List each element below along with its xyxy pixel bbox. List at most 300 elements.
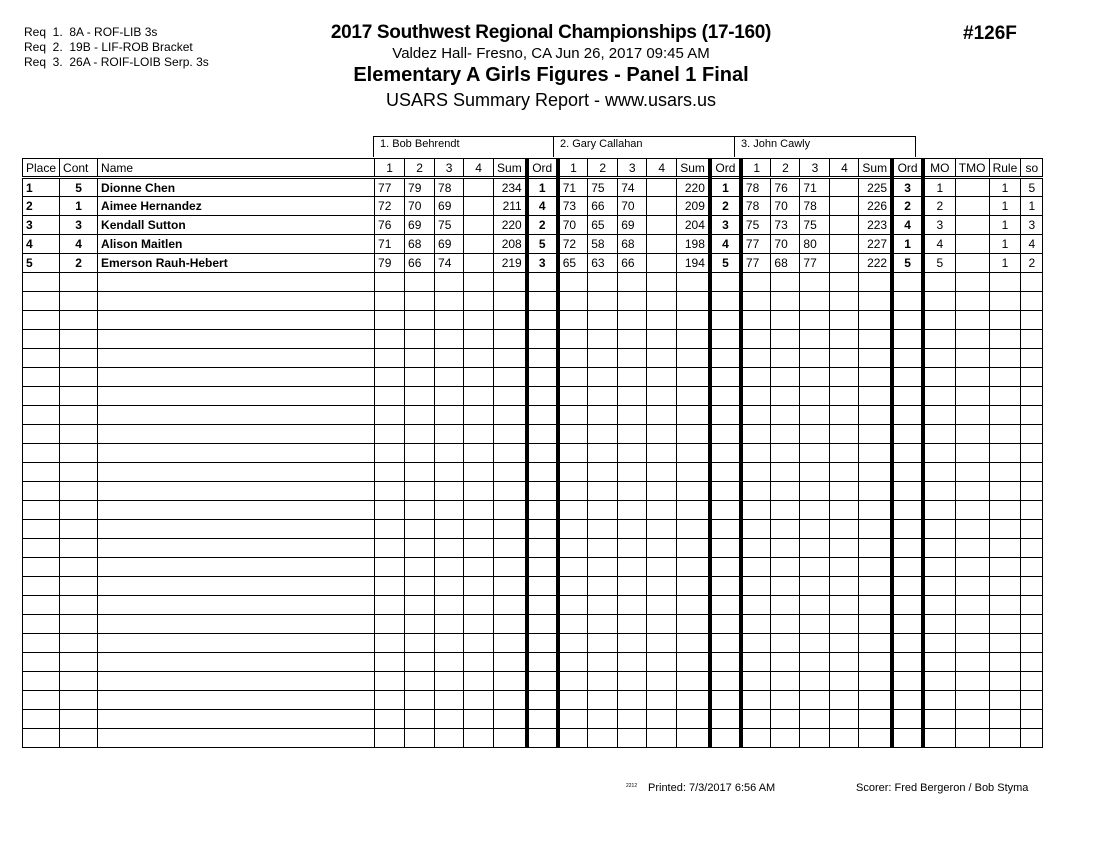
empty-cell bbox=[98, 710, 375, 729]
empty-cell bbox=[741, 482, 771, 501]
empty-cell bbox=[647, 406, 677, 425]
empty-cell bbox=[989, 672, 1021, 691]
empty-cell bbox=[677, 387, 710, 406]
empty-cell bbox=[98, 444, 375, 463]
empty-row bbox=[23, 501, 1043, 520]
empty-cell bbox=[405, 520, 435, 539]
empty-cell bbox=[588, 349, 618, 368]
empty-cell bbox=[60, 653, 98, 672]
empty-cell bbox=[558, 387, 588, 406]
empty-cell bbox=[464, 330, 494, 349]
j3-sum: 225 bbox=[859, 178, 892, 197]
empty-cell bbox=[494, 311, 527, 330]
empty-cell bbox=[464, 368, 494, 387]
empty-cell bbox=[800, 558, 830, 577]
table-row bbox=[23, 235, 1043, 254]
requirement-1: Req 1. 8A - ROF-LIB 3s bbox=[24, 25, 158, 39]
empty-row bbox=[23, 672, 1043, 691]
empty-cell bbox=[830, 311, 859, 330]
empty-cell bbox=[494, 387, 527, 406]
empty-cell bbox=[800, 463, 830, 482]
empty-cell bbox=[588, 425, 618, 444]
empty-cell bbox=[647, 577, 677, 596]
empty-cell bbox=[859, 330, 892, 349]
empty-cell bbox=[741, 349, 771, 368]
empty-row bbox=[23, 710, 1043, 729]
empty-cell bbox=[955, 596, 989, 615]
j1-s2: 66 bbox=[405, 254, 435, 273]
empty-cell bbox=[98, 387, 375, 406]
empty-cell bbox=[98, 406, 375, 425]
empty-cell bbox=[771, 425, 800, 444]
empty-cell bbox=[435, 311, 464, 330]
j2-s4 bbox=[647, 235, 677, 254]
empty-cell bbox=[558, 330, 588, 349]
empty-cell bbox=[527, 463, 558, 482]
j2-s2: 63 bbox=[588, 254, 618, 273]
j2-s4 bbox=[647, 254, 677, 273]
empty-cell bbox=[588, 558, 618, 577]
empty-cell bbox=[710, 425, 741, 444]
j3-s4 bbox=[830, 197, 859, 216]
empty-cell bbox=[464, 672, 494, 691]
j1-s4 bbox=[464, 254, 494, 273]
empty-cell bbox=[494, 463, 527, 482]
empty-cell bbox=[800, 425, 830, 444]
empty-cell bbox=[558, 292, 588, 311]
empty-cell bbox=[375, 482, 405, 501]
empty-cell bbox=[647, 482, 677, 501]
empty-cell bbox=[23, 425, 60, 444]
empty-cell bbox=[98, 368, 375, 387]
j3-s4 bbox=[830, 254, 859, 273]
empty-cell bbox=[23, 387, 60, 406]
empty-cell bbox=[677, 463, 710, 482]
empty-cell bbox=[989, 729, 1021, 748]
j2-ord: 4 bbox=[710, 235, 741, 254]
col-rule: Rule bbox=[989, 159, 1021, 178]
empty-cell bbox=[464, 463, 494, 482]
empty-cell bbox=[859, 444, 892, 463]
empty-cell bbox=[741, 330, 771, 349]
empty-cell bbox=[435, 482, 464, 501]
so: 1 bbox=[1021, 197, 1043, 216]
empty-cell bbox=[892, 558, 923, 577]
empty-cell bbox=[741, 387, 771, 406]
empty-cell bbox=[494, 558, 527, 577]
empty-cell bbox=[60, 482, 98, 501]
judge-2-header: 2. Gary Callahan bbox=[553, 136, 735, 157]
empty-cell bbox=[830, 349, 859, 368]
empty-cell bbox=[647, 596, 677, 615]
empty-cell bbox=[405, 539, 435, 558]
empty-cell bbox=[830, 425, 859, 444]
empty-cell bbox=[405, 425, 435, 444]
j3-s1: 77 bbox=[741, 254, 771, 273]
empty-cell bbox=[677, 330, 710, 349]
empty-cell bbox=[23, 634, 60, 653]
empty-cell bbox=[741, 577, 771, 596]
j2-sum: 194 bbox=[677, 254, 710, 273]
header-row bbox=[23, 159, 1043, 178]
empty-cell bbox=[989, 349, 1021, 368]
empty-cell bbox=[859, 577, 892, 596]
empty-cell bbox=[464, 615, 494, 634]
empty-cell bbox=[892, 691, 923, 710]
empty-cell bbox=[989, 501, 1021, 520]
j1-s1: 77 bbox=[375, 178, 405, 197]
empty-cell bbox=[558, 596, 588, 615]
empty-cell bbox=[923, 444, 955, 463]
empty-cell bbox=[405, 615, 435, 634]
empty-cell bbox=[892, 615, 923, 634]
empty-cell bbox=[771, 634, 800, 653]
empty-cell bbox=[710, 596, 741, 615]
empty-cell bbox=[710, 520, 741, 539]
empty-cell bbox=[923, 596, 955, 615]
empty-cell bbox=[647, 349, 677, 368]
empty-cell bbox=[710, 444, 741, 463]
empty-row bbox=[23, 539, 1043, 558]
empty-cell bbox=[588, 520, 618, 539]
empty-cell bbox=[435, 729, 464, 748]
empty-cell bbox=[588, 710, 618, 729]
empty-cell bbox=[859, 520, 892, 539]
empty-cell bbox=[989, 273, 1021, 292]
empty-cell bbox=[741, 444, 771, 463]
empty-cell bbox=[23, 292, 60, 311]
empty-cell bbox=[923, 577, 955, 596]
empty-cell bbox=[98, 596, 375, 615]
empty-cell bbox=[527, 387, 558, 406]
empty-cell bbox=[98, 292, 375, 311]
empty-cell bbox=[60, 406, 98, 425]
empty-cell bbox=[588, 311, 618, 330]
empty-cell bbox=[771, 653, 800, 672]
empty-cell bbox=[435, 520, 464, 539]
empty-cell bbox=[375, 634, 405, 653]
event-number: #126F bbox=[963, 23, 1017, 44]
j3-s3: 75 bbox=[800, 216, 830, 235]
empty-cell bbox=[955, 634, 989, 653]
j2-s3: 69 bbox=[618, 216, 647, 235]
empty-cell bbox=[23, 729, 60, 748]
empty-cell bbox=[527, 615, 558, 634]
empty-cell bbox=[60, 634, 98, 653]
empty-cell bbox=[60, 311, 98, 330]
j2-ord: 5 bbox=[710, 254, 741, 273]
col-j2-s3: 3 bbox=[618, 159, 647, 178]
empty-cell bbox=[859, 653, 892, 672]
empty-cell bbox=[741, 292, 771, 311]
empty-cell bbox=[494, 349, 527, 368]
empty-cell bbox=[892, 444, 923, 463]
empty-cell bbox=[375, 368, 405, 387]
empty-cell bbox=[98, 634, 375, 653]
empty-cell bbox=[435, 539, 464, 558]
col-j1-s1: 1 bbox=[375, 159, 405, 178]
empty-cell bbox=[464, 710, 494, 729]
empty-cell bbox=[989, 615, 1021, 634]
empty-cell bbox=[435, 596, 464, 615]
empty-cell bbox=[741, 406, 771, 425]
empty-cell bbox=[23, 349, 60, 368]
empty-cell bbox=[618, 444, 647, 463]
j3-ord: 1 bbox=[892, 235, 923, 254]
empty-cell bbox=[375, 311, 405, 330]
empty-cell bbox=[618, 729, 647, 748]
empty-cell bbox=[618, 311, 647, 330]
empty-cell bbox=[494, 596, 527, 615]
empty-cell bbox=[435, 368, 464, 387]
empty-cell bbox=[989, 634, 1021, 653]
empty-cell bbox=[859, 463, 892, 482]
empty-cell bbox=[741, 368, 771, 387]
empty-cell bbox=[892, 311, 923, 330]
empty-cell bbox=[859, 615, 892, 634]
empty-cell bbox=[494, 729, 527, 748]
empty-cell bbox=[955, 368, 989, 387]
empty-cell bbox=[60, 558, 98, 577]
empty-cell bbox=[771, 520, 800, 539]
empty-cell bbox=[464, 729, 494, 748]
j1-s4 bbox=[464, 235, 494, 254]
empty-cell bbox=[989, 653, 1021, 672]
empty-cell bbox=[618, 273, 647, 292]
empty-cell bbox=[1021, 615, 1043, 634]
empty-cell bbox=[527, 596, 558, 615]
empty-cell bbox=[741, 710, 771, 729]
empty-cell bbox=[710, 463, 741, 482]
empty-cell bbox=[859, 311, 892, 330]
j1-ord: 4 bbox=[527, 197, 558, 216]
empty-cell bbox=[923, 729, 955, 748]
empty-cell bbox=[60, 539, 98, 558]
empty-cell bbox=[527, 520, 558, 539]
j1-ord: 2 bbox=[527, 216, 558, 235]
empty-cell bbox=[405, 482, 435, 501]
j1-s1: 76 bbox=[375, 216, 405, 235]
empty-cell bbox=[1021, 330, 1043, 349]
empty-cell bbox=[800, 577, 830, 596]
empty-cell bbox=[710, 558, 741, 577]
empty-cell bbox=[955, 520, 989, 539]
empty-cell bbox=[741, 615, 771, 634]
empty-cell bbox=[1021, 349, 1043, 368]
empty-cell bbox=[98, 349, 375, 368]
empty-cell bbox=[771, 482, 800, 501]
empty-row bbox=[23, 482, 1043, 501]
table-row bbox=[23, 216, 1043, 235]
empty-cell bbox=[710, 406, 741, 425]
empty-cell bbox=[647, 444, 677, 463]
j1-s2: 69 bbox=[405, 216, 435, 235]
empty-cell bbox=[771, 558, 800, 577]
empty-cell bbox=[464, 653, 494, 672]
empty-cell bbox=[989, 463, 1021, 482]
empty-cell bbox=[464, 349, 494, 368]
empty-cell bbox=[710, 710, 741, 729]
mo: 1 bbox=[923, 178, 955, 197]
empty-cell bbox=[892, 406, 923, 425]
empty-cell bbox=[771, 691, 800, 710]
empty-cell bbox=[741, 501, 771, 520]
j2-s1: 73 bbox=[558, 197, 588, 216]
empty-cell bbox=[618, 634, 647, 653]
empty-cell bbox=[494, 292, 527, 311]
empty-cell bbox=[923, 634, 955, 653]
empty-cell bbox=[1021, 691, 1043, 710]
empty-cell bbox=[741, 273, 771, 292]
empty-cell bbox=[405, 311, 435, 330]
empty-cell bbox=[618, 501, 647, 520]
mo: 2 bbox=[923, 197, 955, 216]
empty-cell bbox=[588, 596, 618, 615]
empty-cell bbox=[23, 558, 60, 577]
j3-sum: 226 bbox=[859, 197, 892, 216]
empty-cell bbox=[23, 311, 60, 330]
j3-s3: 71 bbox=[800, 178, 830, 197]
empty-cell bbox=[1021, 710, 1043, 729]
empty-cell bbox=[23, 691, 60, 710]
empty-cell bbox=[647, 615, 677, 634]
j2-s3: 74 bbox=[618, 178, 647, 197]
j1-s1: 71 bbox=[375, 235, 405, 254]
empty-cell bbox=[60, 691, 98, 710]
empty-cell bbox=[800, 292, 830, 311]
empty-cell bbox=[98, 691, 375, 710]
empty-cell bbox=[830, 558, 859, 577]
empty-cell bbox=[464, 387, 494, 406]
col-j3-sum: Sum bbox=[859, 159, 892, 178]
empty-cell bbox=[800, 406, 830, 425]
empty-cell bbox=[588, 672, 618, 691]
empty-cell bbox=[98, 558, 375, 577]
empty-cell bbox=[494, 425, 527, 444]
empty-cell bbox=[859, 387, 892, 406]
empty-cell bbox=[527, 691, 558, 710]
rule: 1 bbox=[989, 216, 1021, 235]
empty-cell bbox=[710, 330, 741, 349]
empty-cell bbox=[558, 672, 588, 691]
empty-cell bbox=[989, 406, 1021, 425]
j3-ord: 5 bbox=[892, 254, 923, 273]
empty-cell bbox=[527, 634, 558, 653]
empty-cell bbox=[1021, 634, 1043, 653]
empty-cell bbox=[771, 539, 800, 558]
empty-cell bbox=[618, 577, 647, 596]
empty-cell bbox=[464, 273, 494, 292]
empty-cell bbox=[464, 444, 494, 463]
empty-cell bbox=[1021, 558, 1043, 577]
empty-cell bbox=[647, 691, 677, 710]
empty-cell bbox=[527, 577, 558, 596]
empty-cell bbox=[60, 330, 98, 349]
empty-cell bbox=[464, 691, 494, 710]
empty-cell bbox=[98, 653, 375, 672]
empty-cell bbox=[588, 634, 618, 653]
empty-cell bbox=[60, 425, 98, 444]
so: 2 bbox=[1021, 254, 1043, 273]
empty-cell bbox=[647, 311, 677, 330]
j3-ord: 4 bbox=[892, 216, 923, 235]
empty-cell bbox=[923, 311, 955, 330]
empty-cell bbox=[98, 273, 375, 292]
empty-row bbox=[23, 520, 1043, 539]
empty-cell bbox=[859, 691, 892, 710]
empty-cell bbox=[710, 653, 741, 672]
empty-cell bbox=[435, 710, 464, 729]
empty-cell bbox=[771, 729, 800, 748]
empty-cell bbox=[647, 273, 677, 292]
empty-cell bbox=[23, 482, 60, 501]
empty-cell bbox=[955, 406, 989, 425]
empty-cell bbox=[375, 558, 405, 577]
j3-s1: 78 bbox=[741, 178, 771, 197]
empty-cell bbox=[375, 672, 405, 691]
empty-cell bbox=[771, 311, 800, 330]
empty-cell bbox=[710, 292, 741, 311]
empty-cell bbox=[677, 482, 710, 501]
empty-cell bbox=[435, 387, 464, 406]
col-tmo: TMO bbox=[955, 159, 989, 178]
empty-cell bbox=[989, 425, 1021, 444]
empty-cell bbox=[60, 387, 98, 406]
j1-sum: 208 bbox=[494, 235, 527, 254]
empty-cell bbox=[892, 292, 923, 311]
empty-cell bbox=[647, 463, 677, 482]
empty-cell bbox=[741, 634, 771, 653]
empty-cell bbox=[923, 387, 955, 406]
empty-cell bbox=[558, 634, 588, 653]
empty-cell bbox=[800, 501, 830, 520]
j2-sum: 220 bbox=[677, 178, 710, 197]
empty-cell bbox=[710, 539, 741, 558]
empty-cell bbox=[1021, 406, 1043, 425]
empty-cell bbox=[771, 330, 800, 349]
empty-cell bbox=[1021, 539, 1043, 558]
empty-cell bbox=[923, 482, 955, 501]
j3-sum: 222 bbox=[859, 254, 892, 273]
empty-cell bbox=[23, 501, 60, 520]
empty-cell bbox=[677, 349, 710, 368]
j2-s1: 65 bbox=[558, 254, 588, 273]
empty-cell bbox=[494, 406, 527, 425]
empty-cell bbox=[405, 368, 435, 387]
empty-row bbox=[23, 558, 1043, 577]
empty-cell bbox=[677, 425, 710, 444]
empty-cell bbox=[435, 672, 464, 691]
empty-cell bbox=[618, 368, 647, 387]
empty-cell bbox=[830, 710, 859, 729]
empty-cell bbox=[677, 558, 710, 577]
skater-name: Emerson Rauh-Hebert bbox=[98, 254, 375, 273]
empty-cell bbox=[892, 463, 923, 482]
tmo bbox=[955, 235, 989, 254]
empty-cell bbox=[98, 501, 375, 520]
j2-s2: 58 bbox=[588, 235, 618, 254]
empty-cell bbox=[23, 672, 60, 691]
empty-cell bbox=[647, 425, 677, 444]
empty-cell bbox=[527, 539, 558, 558]
empty-cell bbox=[647, 368, 677, 387]
empty-cell bbox=[677, 539, 710, 558]
empty-cell bbox=[405, 444, 435, 463]
empty-cell bbox=[494, 501, 527, 520]
mo: 3 bbox=[923, 216, 955, 235]
empty-cell bbox=[527, 482, 558, 501]
empty-cell bbox=[892, 349, 923, 368]
